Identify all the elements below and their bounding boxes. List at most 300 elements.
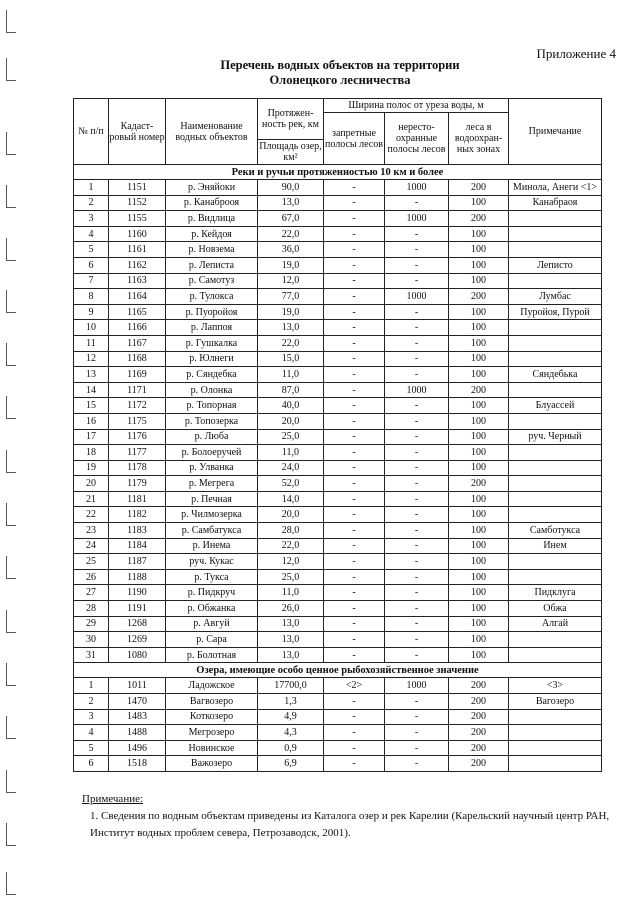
name-cell: р. Тукса (166, 569, 258, 585)
note-cell (509, 632, 602, 648)
col-header-water-protection: леса в водоохран-ных зонах (449, 113, 509, 165)
length-cell: 6,9 (258, 756, 324, 772)
name-cell: р. Инема (166, 538, 258, 554)
num-cell: 24 (74, 538, 109, 554)
margin-tick (6, 716, 16, 739)
num-cell: 13 (74, 367, 109, 383)
title-line-1: Перечень водных объектов на территории (220, 58, 460, 72)
forbidden-cell: <2> (324, 678, 385, 694)
forbidden-cell: - (324, 554, 385, 570)
margin-tick (6, 770, 16, 793)
cadastral-cell: 1160 (109, 226, 166, 242)
name-cell: р. Печная (166, 491, 258, 507)
forbidden-cell: - (324, 725, 385, 741)
water-protection-cell: 100 (449, 523, 509, 539)
name-cell: р. Юлнеги (166, 351, 258, 367)
table-body (74, 165, 602, 772)
table-row (74, 491, 602, 507)
name-cell: Коткозеро (166, 709, 258, 725)
name-cell: Важозеро (166, 756, 258, 772)
forbidden-cell: - (324, 709, 385, 725)
length-cell: 4,3 (258, 725, 324, 741)
spawning-cell: - (385, 523, 449, 539)
section-lakes: Озера, имеющие особо ценное рыбохозяйственное значение (74, 663, 602, 678)
num-cell: 6 (74, 756, 109, 772)
num-cell: 2 (74, 694, 109, 710)
col-header-cadastral: Кадаст-ровый номер (109, 99, 166, 165)
margin-tick (6, 503, 16, 526)
forbidden-cell: - (324, 507, 385, 523)
margin-tick (6, 132, 16, 155)
note-cell: Вагозеро (509, 694, 602, 710)
spawning-cell: 1000 (385, 289, 449, 305)
forbidden-cell: - (324, 382, 385, 398)
num-cell: 11 (74, 335, 109, 351)
cadastral-cell: 1168 (109, 351, 166, 367)
name-cell: р. Эняйоки (166, 180, 258, 196)
forbidden-cell: - (324, 585, 385, 601)
forbidden-cell: - (324, 523, 385, 539)
water-protection-cell: 100 (449, 413, 509, 429)
table-row (74, 632, 602, 648)
cadastral-cell: 1176 (109, 429, 166, 445)
water-protection-cell: 200 (449, 756, 509, 772)
spawning-cell: - (385, 195, 449, 211)
table-row (74, 585, 602, 601)
forbidden-cell: - (324, 320, 385, 336)
margin-tick (6, 823, 16, 846)
spawning-cell: - (385, 569, 449, 585)
name-cell: р. Болоеручей (166, 445, 258, 461)
water-protection-cell: 100 (449, 226, 509, 242)
spawning-cell: - (385, 601, 449, 617)
water-protection-cell: 100 (449, 491, 509, 507)
water-protection-cell: 100 (449, 507, 509, 523)
num-cell: 29 (74, 616, 109, 632)
name-cell: р. Обжанка (166, 601, 258, 617)
name-cell: р. Пидкруч (166, 585, 258, 601)
num-cell: 23 (74, 523, 109, 539)
forbidden-cell: - (324, 273, 385, 289)
forbidden-cell: - (324, 632, 385, 648)
length-cell: 52,0 (258, 476, 324, 492)
num-cell: 31 (74, 647, 109, 663)
name-cell: р. Кейдоя (166, 226, 258, 242)
table-row (74, 569, 602, 585)
spawning-cell: - (385, 367, 449, 383)
forbidden-cell: - (324, 460, 385, 476)
length-cell: 1,3 (258, 694, 324, 710)
table-row (74, 413, 602, 429)
forbidden-cell: - (324, 335, 385, 351)
water-protection-cell: 100 (449, 304, 509, 320)
forbidden-cell: - (324, 211, 385, 227)
length-cell: 14,0 (258, 491, 324, 507)
note-cell (509, 211, 602, 227)
name-cell: р. Олонка (166, 382, 258, 398)
spawning-cell: - (385, 632, 449, 648)
document-title (80, 58, 600, 88)
margin-tick (6, 185, 16, 208)
num-cell: 15 (74, 398, 109, 414)
spawning-cell: - (385, 445, 449, 461)
note-cell (509, 335, 602, 351)
margin-tick (6, 10, 16, 33)
spawning-cell: - (385, 320, 449, 336)
cadastral-cell: 1488 (109, 725, 166, 741)
margin-tick (6, 872, 16, 895)
water-bodies-table (73, 98, 602, 772)
table-row (74, 709, 602, 725)
note-cell (509, 445, 602, 461)
cadastral-cell: 1268 (109, 616, 166, 632)
cadastral-cell: 1188 (109, 569, 166, 585)
cadastral-cell: 1178 (109, 460, 166, 476)
margin-tick (6, 343, 16, 366)
forbidden-cell: - (324, 195, 385, 211)
spawning-cell: - (385, 398, 449, 414)
col-header-width-group: Ширина полос от уреза воды, м (324, 99, 509, 113)
name-cell: р. Болотная (166, 647, 258, 663)
forbidden-cell: - (324, 413, 385, 429)
name-cell: Новинское (166, 740, 258, 756)
water-protection-cell: 200 (449, 678, 509, 694)
water-protection-cell: 100 (449, 632, 509, 648)
note-cell: руч. Черный (509, 429, 602, 445)
length-cell: 15,0 (258, 351, 324, 367)
table-row (74, 398, 602, 414)
table-row (74, 756, 602, 772)
note-cell (509, 491, 602, 507)
num-cell: 4 (74, 725, 109, 741)
num-cell: 2 (74, 195, 109, 211)
name-cell: р. Люба (166, 429, 258, 445)
length-cell: 13,0 (258, 616, 324, 632)
water-protection-cell: 100 (449, 538, 509, 554)
num-cell: 1 (74, 678, 109, 694)
length-cell: 28,0 (258, 523, 324, 539)
section-rivers: Реки и ручьи протяженностью 10 км и более (74, 165, 602, 180)
table-row (74, 616, 602, 632)
water-protection-cell: 100 (449, 601, 509, 617)
cadastral-cell: 1166 (109, 320, 166, 336)
forbidden-cell: - (324, 491, 385, 507)
name-cell: р. Пуоройоя (166, 304, 258, 320)
spawning-cell: - (385, 491, 449, 507)
water-protection-cell: 100 (449, 195, 509, 211)
note-cell: Алгай (509, 616, 602, 632)
num-cell: 18 (74, 445, 109, 461)
forbidden-cell: - (324, 289, 385, 305)
cadastral-cell: 1483 (109, 709, 166, 725)
water-protection-cell: 100 (449, 585, 509, 601)
forbidden-cell: - (324, 398, 385, 414)
name-cell: р. Лаппоя (166, 320, 258, 336)
length-cell: 11,0 (258, 367, 324, 383)
forbidden-cell: - (324, 740, 385, 756)
num-cell: 27 (74, 585, 109, 601)
note-cell (509, 740, 602, 756)
note-cell: <3> (509, 678, 602, 694)
length-cell: 36,0 (258, 242, 324, 258)
water-protection-cell: 100 (449, 367, 509, 383)
length-cell: 24,0 (258, 460, 324, 476)
note-cell (509, 273, 602, 289)
forbidden-cell: - (324, 351, 385, 367)
forbidden-cell: - (324, 304, 385, 320)
water-protection-cell: 200 (449, 476, 509, 492)
note-cell (509, 569, 602, 585)
note-cell: Леписто (509, 257, 602, 273)
num-cell: 4 (74, 226, 109, 242)
water-protection-cell: 200 (449, 289, 509, 305)
cadastral-cell: 1011 (109, 678, 166, 694)
water-protection-cell: 100 (449, 554, 509, 570)
forbidden-cell: - (324, 538, 385, 554)
table-row (74, 382, 602, 398)
num-cell: 26 (74, 569, 109, 585)
water-protection-cell: 100 (449, 569, 509, 585)
num-cell: 22 (74, 507, 109, 523)
note-cell (509, 507, 602, 523)
table-row (74, 429, 602, 445)
table-row (74, 226, 602, 242)
spawning-cell: - (385, 429, 449, 445)
cadastral-cell: 1164 (109, 289, 166, 305)
spawning-cell: - (385, 538, 449, 554)
note-cell: Блуассей (509, 398, 602, 414)
table-row (74, 554, 602, 570)
margin-tick (6, 290, 16, 313)
water-protection-cell: 200 (449, 694, 509, 710)
length-cell: 26,0 (258, 601, 324, 617)
num-cell: 14 (74, 382, 109, 398)
cadastral-cell: 1183 (109, 523, 166, 539)
name-cell: р. Топорная (166, 398, 258, 414)
num-cell: 20 (74, 476, 109, 492)
spawning-cell: - (385, 304, 449, 320)
forbidden-cell: - (324, 476, 385, 492)
num-cell: 25 (74, 554, 109, 570)
note-cell (509, 647, 602, 663)
table-row (74, 740, 602, 756)
spawning-cell: 1000 (385, 678, 449, 694)
table-row (74, 335, 602, 351)
table-row (74, 601, 602, 617)
col-header-name: Наименование водных объектов (166, 99, 258, 165)
cadastral-cell: 1152 (109, 195, 166, 211)
table-row (74, 507, 602, 523)
cadastral-cell: 1172 (109, 398, 166, 414)
num-cell: 30 (74, 632, 109, 648)
forbidden-cell: - (324, 647, 385, 663)
cadastral-cell: 1496 (109, 740, 166, 756)
forbidden-cell: - (324, 616, 385, 632)
water-protection-cell: 200 (449, 211, 509, 227)
name-cell: р. Самбатукса (166, 523, 258, 539)
table-row (74, 445, 602, 461)
cadastral-cell: 1187 (109, 554, 166, 570)
length-cell: 13,0 (258, 320, 324, 336)
water-protection-cell: 100 (449, 398, 509, 414)
table-row (74, 320, 602, 336)
spawning-cell: - (385, 413, 449, 429)
note-cell (509, 709, 602, 725)
spawning-cell: - (385, 585, 449, 601)
num-cell: 1 (74, 180, 109, 196)
spawning-cell: - (385, 226, 449, 242)
cadastral-cell: 1165 (109, 304, 166, 320)
spawning-cell: - (385, 756, 449, 772)
note-cell: Минола, Анеги <1> (509, 180, 602, 196)
num-cell: 19 (74, 460, 109, 476)
name-cell: р. Тулокса (166, 289, 258, 305)
col-header-note: Примечание (509, 99, 602, 165)
length-cell: 4,9 (258, 709, 324, 725)
num-cell: 3 (74, 211, 109, 227)
water-protection-cell: 100 (449, 647, 509, 663)
cadastral-cell: 1161 (109, 242, 166, 258)
water-protection-cell: 100 (449, 242, 509, 258)
forbidden-cell: - (324, 569, 385, 585)
num-cell: 10 (74, 320, 109, 336)
name-cell: р. Авгуй (166, 616, 258, 632)
margin-tick (6, 556, 16, 579)
length-cell: 40,0 (258, 398, 324, 414)
cadastral-cell: 1080 (109, 647, 166, 663)
cadastral-cell: 1181 (109, 491, 166, 507)
length-cell: 11,0 (258, 585, 324, 601)
note-cell (509, 226, 602, 242)
water-protection-cell: 200 (449, 709, 509, 725)
note-cell (509, 756, 602, 772)
water-protection-cell: 100 (449, 273, 509, 289)
water-protection-cell: 100 (449, 460, 509, 476)
margin-tick (6, 663, 16, 686)
cadastral-cell: 1179 (109, 476, 166, 492)
margin-tick (6, 58, 16, 81)
forbidden-cell: - (324, 226, 385, 242)
length-cell: 67,0 (258, 211, 324, 227)
water-protection-cell: 200 (449, 740, 509, 756)
forbidden-cell: - (324, 242, 385, 258)
spawning-cell: - (385, 647, 449, 663)
table-row (74, 647, 602, 663)
num-cell: 21 (74, 491, 109, 507)
length-cell: 17700,0 (258, 678, 324, 694)
length-cell: 87,0 (258, 382, 324, 398)
length-cell: 20,0 (258, 507, 324, 523)
table-row (74, 725, 602, 741)
table-header (74, 99, 602, 165)
length-cell: 0,9 (258, 740, 324, 756)
num-cell: 9 (74, 304, 109, 320)
table-row (74, 289, 602, 305)
cadastral-cell: 1269 (109, 632, 166, 648)
name-cell: Вагвозеро (166, 694, 258, 710)
table-row (74, 180, 602, 196)
water-protection-cell: 200 (449, 725, 509, 741)
table-row (74, 678, 602, 694)
table-row (74, 273, 602, 289)
table-row (74, 523, 602, 539)
water-protection-cell: 100 (449, 351, 509, 367)
name-cell: р. Сяндебка (166, 367, 258, 383)
note-cell: Пидклуга (509, 585, 602, 601)
note-cell: Канабраоя (509, 195, 602, 211)
col-header-forbidden: запретные полосы лесов (324, 113, 385, 165)
table-row (74, 242, 602, 258)
margin-tick (6, 238, 16, 261)
note-heading: Примечание: (82, 793, 144, 805)
water-protection-cell: 100 (449, 445, 509, 461)
cadastral-cell: 1155 (109, 211, 166, 227)
note-cell (509, 725, 602, 741)
spawning-cell: 1000 (385, 211, 449, 227)
note-cell: Обжа (509, 601, 602, 617)
cadastral-cell: 1175 (109, 413, 166, 429)
num-cell: 8 (74, 289, 109, 305)
forbidden-cell: - (324, 180, 385, 196)
table-row (74, 538, 602, 554)
forbidden-cell: - (324, 257, 385, 273)
spawning-cell: 1000 (385, 382, 449, 398)
spawning-cell: - (385, 616, 449, 632)
margin-tick (6, 450, 16, 473)
spawning-cell: - (385, 257, 449, 273)
table-row (74, 351, 602, 367)
table-row (74, 257, 602, 273)
length-cell: 90,0 (258, 180, 324, 196)
name-cell: р. Мегрега (166, 476, 258, 492)
name-cell: Ладожское (166, 678, 258, 694)
length-cell: 22,0 (258, 538, 324, 554)
margin-tick (6, 396, 16, 419)
table-row (74, 211, 602, 227)
table-row (74, 694, 602, 710)
spawning-cell: - (385, 725, 449, 741)
name-cell: руч. Кукас (166, 554, 258, 570)
water-protection-cell: 100 (449, 320, 509, 336)
num-cell: 5 (74, 242, 109, 258)
water-protection-cell: 100 (449, 257, 509, 273)
note-cell (509, 413, 602, 429)
cadastral-cell: 1518 (109, 756, 166, 772)
length-cell: 13,0 (258, 195, 324, 211)
water-protection-cell: 200 (449, 180, 509, 196)
forbidden-cell: - (324, 367, 385, 383)
cadastral-cell: 1191 (109, 601, 166, 617)
spawning-cell: - (385, 694, 449, 710)
note-cell: Инем (509, 538, 602, 554)
spawning-cell: - (385, 351, 449, 367)
cadastral-cell: 1151 (109, 180, 166, 196)
note-cell (509, 554, 602, 570)
note-cell: Лумбас (509, 289, 602, 305)
forbidden-cell: - (324, 601, 385, 617)
table-row (74, 476, 602, 492)
name-cell: р. Улванка (166, 460, 258, 476)
note-cell: Сяндебька (509, 367, 602, 383)
length-cell: 12,0 (258, 273, 324, 289)
length-cell: 22,0 (258, 335, 324, 351)
spawning-cell: - (385, 554, 449, 570)
spawning-cell: 1000 (385, 180, 449, 196)
col-header-spawning: нересто-охранные полосы лесов (385, 113, 449, 165)
cadastral-cell: 1470 (109, 694, 166, 710)
name-cell: р. Топозерка (166, 413, 258, 429)
num-cell: 5 (74, 740, 109, 756)
